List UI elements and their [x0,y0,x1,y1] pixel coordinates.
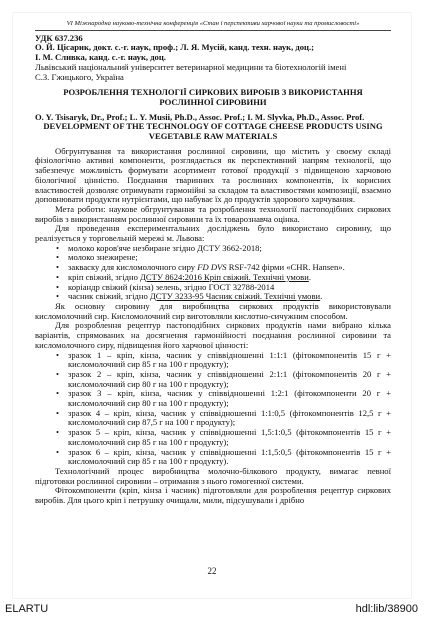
standard-link-dill: ДСТУ 8624:2016 Кріп свіжий. Технічні умови [140,271,309,282]
paragraph-phyto: Фітокомпоненти (кріп, кінза і часник) підготовляли для розроблення рецептур сиркових виробів. Для цього кріп і петрушку очищали, мили, підсушували і дрібно [35,485,391,506]
document-page [13,13,411,598]
title-en: DEVELOPMENT OF THE TECHNOLOGY OF COTTAGE CHEESE PRODUCTS USING VEGETABLE RAW MATERIALS [43,121,383,142]
paragraph-intro: Обгрунтування та використання рослинної сировини, що містить у своєму складі фізіологічно активні компоненти, розглядається як перспективний напрям технології, що забезпечує можливість формувати асортимент готової продукції з підвищеною харчовою біологічної цінністю. Поєднання тваринних та рослинних компонентів, їх корисних властивостей дозволяє отримувати гармонійні за складом та властивостями композиції, взаємно доповнювати продукти нутрієнтами, що набуває їх до продуктів здорового харчування. [35,145,391,205]
paragraph-base-raw: Як основну сировину для виробництва сиркових продуктів використовували кисломолочний сир. Кисломолочний сир виготовляли кислотно-сичужним способом. [35,300,391,321]
list-item: • зразок 2 – кріп, кінза, часник у співвідношенні 2:1:1 (фітокомпонентів 20 г + кисломолочний сир 80 г на 100 г продукту); [56,368,391,389]
authors-en: O. Y. Tsisaryk, Dr., Prof.; L. Y. Musii, Ph.D., Assoc. Prof.; I. M. Slyvka, Ph.D., Assoc. Prof. [35,111,365,122]
authors-ua-line2: І. М. Сливка, канд. с.-г. наук, доц. [35,52,166,63]
paragraph-process: Технологічний процес виробництва молочно-білкового продукту, вимагає певної підготовки рослинної сировини – отримання з нього гомогенної системи. [35,465,391,486]
list-item: • закваску для кисломолочного сиру FD DVS RSF-742 фірми «CHR. Hansen». [56,262,345,273]
list-item: • часник свіжий, згідно ДСТУ 3233-95 Часник свіжий. Технічні умови. [56,291,323,302]
list-item: • зразок 3 – кріп, кінза, часник у співвідношенні 1:2:1 (фітокомпоненти 20 г + кисломолочний сир 80 г на 100 г продукту); [56,388,391,409]
paragraph-goal: Мета роботи: наукове обгрунтування та розроблення технології пастоподібних сиркових виробів з використанням рослинної сировини та їх товарознавча оцінка. [35,203,391,224]
list-item: • кріп свіжий, згідно ДСТУ 8624:2016 Кріп свіжий. Технічні умови. [56,271,311,282]
materials-list [35,244,391,302]
list-item: • зразок 6 – кріп, кінза, часник у співвідношенні 1:1,5:0,5 (фітокомпонентів 15 г + кисломолочний сир 85 г на 100 г продукту). [56,446,391,467]
paragraph-materials-intro: Для проведення експериментальних досліджень було використано сировину, що реалізується у торговельній мережі м. Львова: [35,223,391,244]
page-content [35,19,391,506]
affiliation-line2: С.З. Гжицького, Україна [35,71,124,82]
authors-ua-line1: О. Й. Цісарик, докт. с.-г. наук, проф.; Л. Я. Мусій, канд. техн. наук, доц.; [35,42,315,53]
page-number: 22 [207,566,217,576]
title-ua: РОЗРОБЛЕННЯ ТЕХНОЛОГІЇ СИРКОВИХ ВИРОБІВ З ВИКОРИСТАННЯ РОСЛИННОЇ СИРОВИНИ [63,87,363,107]
list-item: • зразок 5 – кріп, кінза, часник у співвідношенні 1,5:1:0,5 (фітокомпонентів 15 г + кисломолочний сир 85 г на 100 г продукту); [56,427,391,447]
list-item: • зразок 1 – кріп, кінза, часник у співвідношенні 1:1:1 (фітокомпонентів 15 г + кисломолочний сир 85 г на 100 г продукту); [56,349,391,370]
list-item: • молоко коров'яче незбиране згідно ДСТУ 3662-2018; [56,242,262,253]
list-item: • молоко знежирене; [56,252,138,263]
conference-header: VI Міжнародна науково-технічна конференція «Стан і перспективи харчової науки та промисловості» [35,19,391,31]
standard-link-garlic: ДСТУ 3233-95 Часник свіжий. Технічні умови [149,291,321,302]
paragraph-recipes: Для розроблення рецептур пастоподібних сиркових продуктів нами вибрано кілька варіантів, спрямованих на досягнення гармонійності поєднання рослинної сировини та кисломолочного сиру, підвищення його харчової цінності: [35,320,391,350]
footer-handle: hdl:lib/38900 [355,603,418,615]
footer-left-label: ELARTU [5,603,49,615]
udc-code: УДК 637.236 [35,32,83,43]
list-item: • коріандр свіжий (кінза) зелень, згідно ГОСТ 32788-2014 [56,281,275,292]
affiliation-line1: Львівський національний університет ветеринарної медицини та біотехнологій імені [35,61,347,72]
repository-footer [0,599,424,620]
list-item: • зразок 4 – кріп, кінза, часник у співвідношенні 1:1:0,5 (фітокомпонентів 12,5 г + кисломолочний сир 87,5 г на 100 г продукту); [56,407,391,428]
samples-list [35,351,391,467]
